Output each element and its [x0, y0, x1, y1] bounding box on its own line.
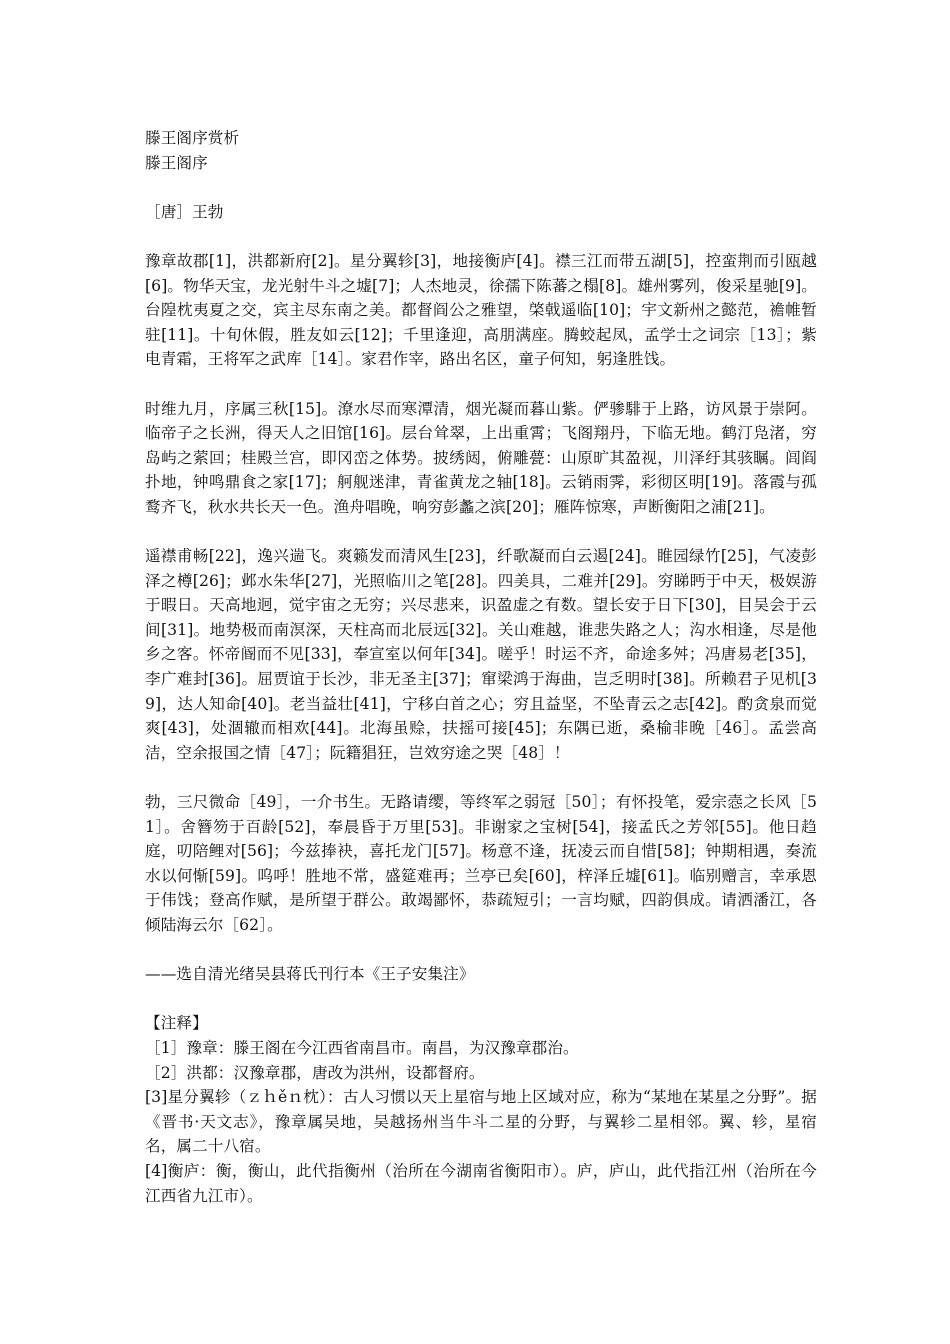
document-title: 滕王阁序赏析 — [145, 129, 240, 147]
essay-paragraph-3: 遥襟甫畅[22]，逸兴遄飞。爽籁发而清风生[23]，纤歌凝而白云遏[24]。睢园绿竹[25]，气凌彭泽之樽[26]；邺水朱华[27]，光照临川之笔[28]。四美具，二难并[29]。穷睇眄于中天，极娱游于暇日。天高地迥，觉宇宙之无穷；兴尽悲来，识盈虚之有数。望长安于日下[30]，目吴会于云间[31]。地势极而南溟深，天柱高而北辰远[32]。关山难越，谁悲失路之人；沟水相逢，尽是他乡之客。怀帝阍而不见[33]，奉宣室以何年[34]。嗟乎！时运不齐，命途多舛；冯唐易老[35]，李广难封[36]。屈贾谊于长沙，非无圣主[37]；窜梁鸿于海曲，岂乏明时[38]。所赖君子见机[39]，达人知命[40]。老当益壮[41]，宁移白首之心；穷且益坚，不坠青云之志[42]。酌贪泉而觉爽[43]，处涸辙而相欢[44]。北海虽赊，扶摇可接[45]；东隅已逝，桑榆非晚［46］。孟尝高洁，空余报国之情［47］；阮籍猖狂，岂效穷途之哭［48］！ — [145, 547, 817, 762]
essay-paragraph-1: 豫章故郡[1]，洪都新府[2]。星分翼轸[3]，地接衡庐[4]。襟三江而带五湖[5]，控蛮荆而引瓯越[6]。物华天宝，龙光射牛斗之墟[7]；人杰地灵，徐孺下陈蕃之榻[8]。雄州雾列，俊采星驰[9]。台隍枕夷夏之交，宾主尽东南之美。都督阎公之雅望，棨戟遥临[10]；宇文新州之懿范，襜帷暂驻[11]。十旬休假，胜友如云[12]；千里逢迎，高朋满座。腾蛟起凤，孟学士之词宗［13］；紫电青霜，王将军之武库［14］。家君作宰，路出名区，童子何知，躬逢胜饯。 — [145, 251, 817, 369]
essay-paragraph-4: 勃，三尺微命［49］，一介书生。无路请缨，等终军之弱冠［50］；有怀投笔，爱宗悫之长风［51］。舍簪笏于百龄[52]，奉晨昏于万里[53]。非谢家之宝树[54]，接孟氏之芳邻[55]。他日趋庭，叨陪鲤对[56]；今兹捧袂，喜托龙门[57]。杨意不逢，抚凌云而自惜[58]；钟期相遇，奏流水以何惭[59]。呜呼！胜地不常，盛筵难再；兰亭已矣[60]，梓泽丘墟[61]。临别赠言，幸承恩于伟饯；登高作赋，是所望于群公。敢竭鄙怀，恭疏短引；一言均赋，四韵俱成。请洒潘江，各倾陆海云尔［62］。 — [145, 793, 817, 934]
essay-title: 滕王阁序 — [145, 153, 208, 172]
spacer — [145, 938, 817, 963]
spacer — [145, 372, 817, 397]
spacer — [145, 765, 817, 790]
essay-paragraph-2: 时维九月，序属三秋[15]。潦水尽而寒潭清，烟光凝而暮山紫。俨骖騑于上路，访风景于崇阿。临帝子之长洲，得天人之旧馆[16]。层台耸翠，上出重霄；飞阁翔丹，下临无地。鹤汀凫渚，穷岛屿之萦回；桂殿兰宫，即冈峦之体势。披绣闼，俯雕甍：山原旷其盈视，川泽纡其骇瞩。闾阎扑地，钟鸣鼎食之家[17]；舸舰迷津，青雀黄龙之轴[18]。云销雨霁，彩彻区明[19]。落霞与孤鹜齐飞，秋水共长天一色。渔舟唱晚，响穷彭蠡之滨[20]；雁阵惊寒，声断衡阳之浦[21]。 — [145, 399, 817, 516]
note-item-4: [4]衡庐：衡，衡山，此代指衡州（治所在今湖南省衡阳市）。庐，庐山，此代指江州（治所在今江西省九江市）。 — [145, 1161, 817, 1205]
spacer — [145, 175, 817, 200]
note-item-3: [3]星分翼轸（ｚｈěｎ枕）：古人习惯以天上星宿与地上区域对应，称为“某地在某星之分野”。据《晋书·天文志》，豫章属吴地，吴越扬州当牛斗二星的分野，与翼轸二星相邻。翼、轸，星宿名，属二十八宿。 — [145, 1088, 817, 1156]
document-page — [145, 126, 817, 1208]
author-line: ［唐］王勃 — [145, 202, 224, 221]
spacer — [145, 224, 817, 249]
spacer — [145, 987, 817, 1012]
source-citation: ——选自清光绪吴县蒋氏刊行本《王子安集注》 — [145, 965, 475, 984]
note-item-1: ［1］豫章：滕王阁在今江西省南昌市。南昌，为汉豫章郡治。 — [145, 1038, 579, 1057]
note-item-2: ［2］洪都：汉豫章郡，唐改为洪州，设都督府。 — [145, 1063, 485, 1082]
notes-heading: 【注释】 — [145, 1014, 208, 1033]
spacer — [145, 520, 817, 545]
